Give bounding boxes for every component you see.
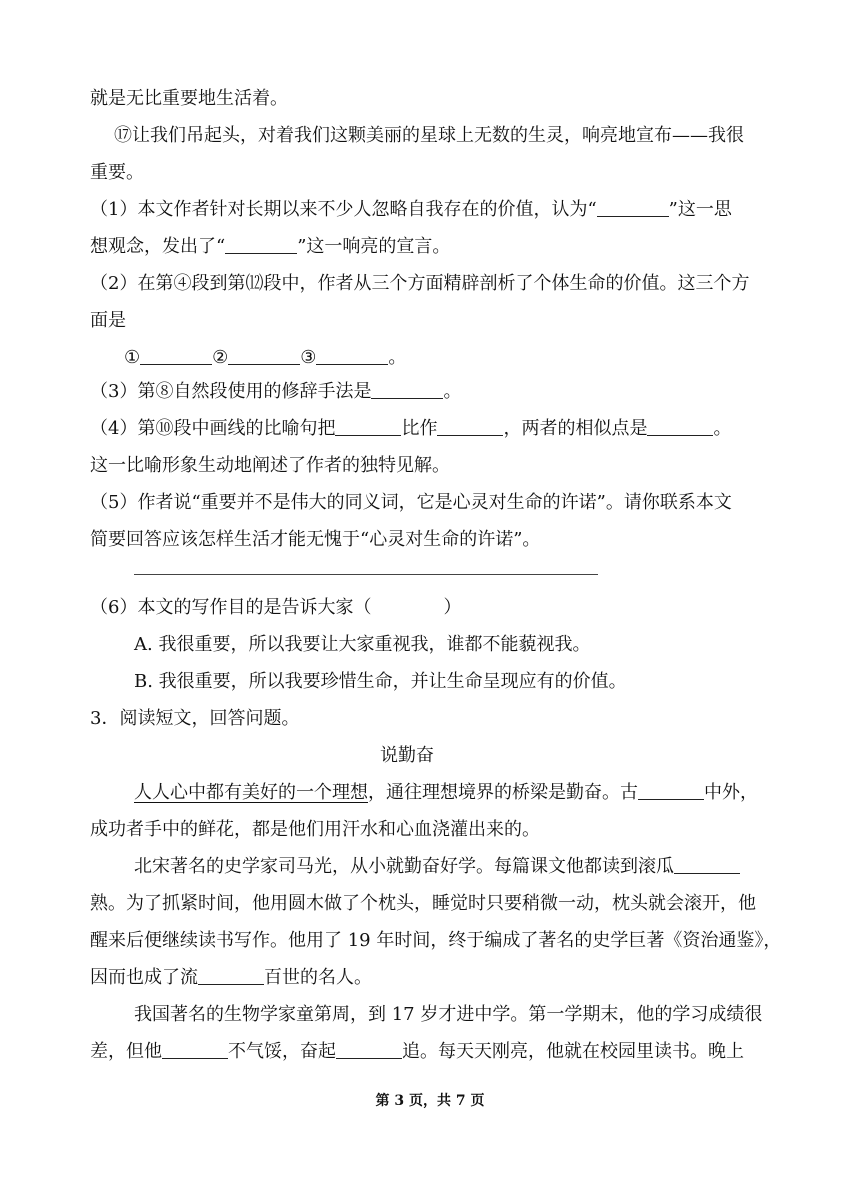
answer-blank[interactable] [371,380,443,399]
question-text: 比作 [401,418,438,439]
underlined-sentence: 人人心中都有美好的一个理想 [134,782,368,803]
punct: 。 [443,381,462,402]
text-line: ⑰让我们吊起头，对着我们这颗美丽的星球上无数的生灵，响亮地宣布——我很 [114,125,744,146]
page-footer: 第 3 页，共 7 页 [375,1093,485,1109]
passage-text: 不气馁，奋起 [228,1041,336,1062]
passage-line: 熟。为了抓紧时间，他用圆木做了个枕头，睡觉时只要稍微一动，枕头就会滚开，他 [90,893,756,914]
passage-title: 说勤奋 [380,745,434,766]
passage-line: 醒来后便继续读书写作。他用了 19 年时间，终于编成了著名的史学巨著《资治通鉴》， [90,930,782,951]
answer-blank[interactable] [316,346,388,365]
question-2-blanks [124,345,406,371]
answer-blank[interactable] [647,417,713,436]
question-1 [90,197,732,223]
passage-line [134,780,758,806]
question-5: （5）作者说“重要并不是伟大的同义词，它是心灵对生命的许诺”。请你联系本文 [90,492,732,513]
answer-blank[interactable] [674,855,740,874]
answer-line[interactable] [134,574,598,575]
question-text: 想观念，发出了“ [90,236,226,257]
passage-text: 差，但他 [90,1041,162,1062]
passage-text: 北宋著名的史学家司马光，从小就勤奋好学。每篇课文他都读到滚瓜 [134,856,674,877]
passage-text: ，通往理想境界的桥梁是勤奋。古 [368,782,638,803]
question-5-cont: 简要回答应该怎样生活才能无愧于“心灵对生命的许诺”。 [90,529,541,550]
answer-blank[interactable] [437,417,503,436]
question-2: （2）在第④段到第⑿段中，作者从三个方面精辟剖析了个体生命的价值。这三个方 [90,273,750,294]
question-6: （6）本文的写作目的是告诉大家（ ） [90,597,462,618]
answer-blank[interactable] [198,966,264,985]
text-line: 重要。 [90,162,144,183]
question-4 [90,416,731,442]
passage-text: 追。每天天刚亮，他就在校园里读书。晚上 [402,1041,744,1062]
question-2-cont: 面是 [90,310,126,331]
punct: 。 [713,418,732,439]
answer-blank[interactable] [162,1040,228,1059]
punct: 。 [388,347,407,368]
question-4-cont: 这一比喻形象生动地阐述了作者的独特见解。 [90,455,450,476]
text-line: 就是无比重要地生活着。 [90,88,288,109]
option-b[interactable]: B. 我很重要，所以我要珍惜生命，并让生命呈现应有的价值。 [134,671,627,692]
passage-text: 百世的名人。 [264,967,372,988]
marker: ② [212,347,229,368]
answer-blank[interactable] [228,346,300,365]
answer-blank[interactable] [140,346,212,365]
answer-blank[interactable] [335,417,401,436]
passage-line: 成功者手中的鲜花，都是他们用汗水和心血浇灌出来的。 [90,819,540,840]
question-text: ”这一思 [668,199,732,220]
answer-blank[interactable] [225,235,297,254]
passage-line: 我国著名的生物学家童第周，到 17 岁才进中学。第一学期末，他的学习成绩很 [134,1004,763,1025]
question-text: （1）本文作者针对长期以来不少人忽略自我存在的价值，认为“ [90,199,597,220]
passage-text: 因而也成了流 [90,967,198,988]
passage-line [134,854,740,880]
question-1-cont [90,234,450,260]
passage-line [90,1039,744,1065]
answer-blank[interactable] [336,1040,402,1059]
question-text: （3）第⑧自然段使用的修辞手法是 [90,381,372,402]
question-3 [90,379,461,405]
passage-text: 中外， [704,782,758,803]
passage-line [90,965,372,991]
answer-blank[interactable] [597,198,669,217]
question-text: （4）第⑩段中画线的比喻句把 [90,418,336,439]
option-a[interactable]: A. 我很重要，所以我要让大家重视我，谁都不能藐视我。 [134,634,591,655]
answer-blank[interactable] [638,781,704,800]
section-heading: 3．阅读短文，回答问题。 [90,708,300,729]
question-text: ，两者的相似点是 [503,418,648,439]
marker: ① [124,347,141,368]
question-text: ”这一响亮的宣言。 [297,236,451,257]
marker: ③ [300,347,317,368]
